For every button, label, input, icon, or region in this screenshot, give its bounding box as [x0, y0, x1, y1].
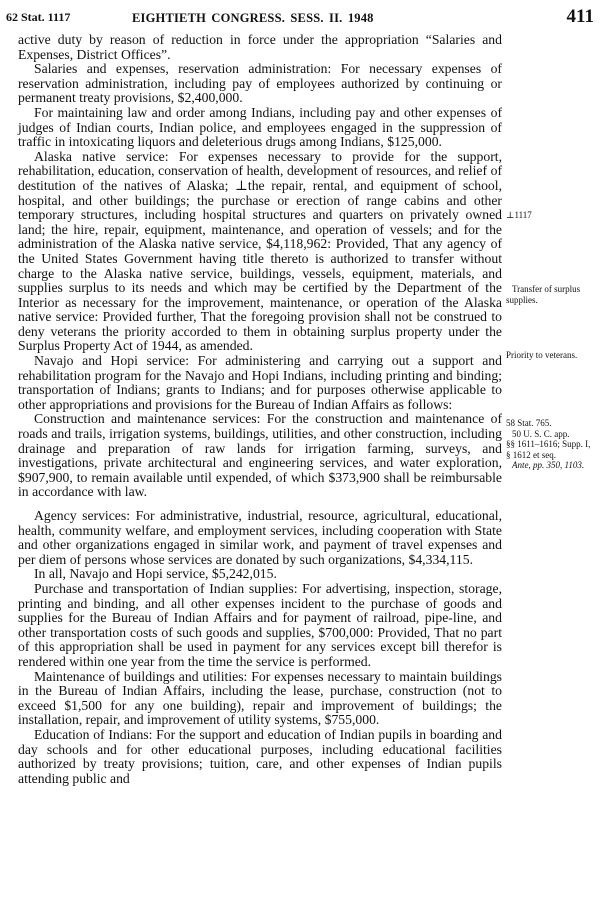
paragraph: Alaska native service: For expenses necessary to provide for the support, rehabilitation, education, conservation of health, development of resources, and relief of destitution of the natives of Alaska; ⊥the repair, rental, and equipment of school, hospital, and other buildings; the purchase or erection of range cabins and other temporary structures, including hospital structures and quarters on privately owned land; the hire, repair, equipment, maintenance, and operation of vessels; and for the administration of the Alaska native service, $4,118,962: Provided, That any agency of the United States Government having title thereto is authorized to transfer without charge to the Alaska native service, buildings, vessels, equipment, materials, and supplies surplus to its needs and which may be certified by the Department of the Interior as necessary for the improvement, maintenance, or operation of the Alaska native service: Provided further, That the foregoing provision shall not be construed to deny veterans the priority accorded to them in obtaining surplus property under the Surplus Property Act of 1944, as amended. [18, 148, 502, 354]
paragraph: Salaries and expenses, reservation administration: For necessary expenses of reservation administration, including pay of employees authorized by continuing or permanent treaty provisions, $2,400,000. [18, 61, 502, 106]
paragraph: For maintaining law and order among Indians, including pay and other expenses of judges of Indian courts, Indian police, and employees engaged in the suppression of traffic in intoxicating liquors and deleterious drugs among Indians, $125,000. [18, 104, 502, 150]
margin-note-priority: Priority to veterans. [506, 350, 578, 360]
paragraph: Navajo and Hopi service: For administering and carrying out a support and rehabilitation program for the Navajo and Hopi Indians, including printing and binding; transportation of Indians; grants to Indians; and for purposes otherwise applicable to other appropriations and provisions for the Bureau of Indian Affairs as follows: [18, 353, 502, 412]
stat-citation: 62 Stat. 1117 [6, 10, 71, 24]
page-number: 411 [566, 6, 594, 27]
margin-note-transfer: Transfer of surplus supplies. [506, 284, 581, 305]
paragraph: Agency services: For administrative, industrial, resource, agricultural, educational, health, community welfare, and employment services, including cooperation with State and other organizations engaged in similar work, and payment of travel expenses and per diem of persons whose services are donated by such organizations, $4,334,115. [18, 508, 502, 567]
paragraph-continued: active duty by reason of reduction in force under the appropriation “Salaries and Expenses, District Offices”. [18, 32, 502, 62]
body-text [18, 33, 502, 786]
running-head: EIGHTIETH CONGRESS. SESS. II. 1948 [132, 11, 374, 25]
paragraph: Purchase and transportation of Indian supplies: For advertising, inspection, storage, printing and binding, and all other expenses incident to the purchase of goods and supplies for the Bureau of Indian Affairs and for payment of railroad, pipe-line, and other transportation costs of such goods and supplies, $700,000: Provided, That no part of this appropriation shall be used in payment for any services except bill therefor is rendered within one year from the time the service is performed. [18, 580, 502, 669]
paragraph: Construction and maintenance services: For the construction and maintenance of roads and trails, irrigation systems, buildings, utilities, and other construction, including drainage and preparation of raw lands for irrigation farming, surveys, and investigations, private architectural and engineering services, and water exploration, $907,900, to remain available until expended, of which $373,900 shall be reimbursable in accordance with law. [18, 411, 502, 500]
margin-note-citation: 58 Stat. 765. 50 U. S. C. app. §§ 1611–1616; Supp. I, § 1612 et seq. Ante, pp. 350, 1103. [506, 418, 591, 470]
paragraph: In all, Navajo and Hopi service, $5,242,015. [34, 566, 277, 582]
margin-note-page-mark: ⊥1117 [506, 210, 532, 220]
paragraph: Maintenance of buildings and utilities: For expenses necessary to maintain buildings in the Bureau of Indian Affairs, including the lease, purchase, construction (not to exceed $1,500 for any one building), repair and improvement of buildings; the installation, repair, and improvement of utility systems, $755,000. [18, 668, 502, 728]
paragraph: Education of Indians: For the support and education of Indian pupils in boarding and day schools and for other educational purposes, including educational facilities authorized by treaty provisions; tuition, care, and other expenses of Indian pupils attending public and [18, 726, 502, 786]
